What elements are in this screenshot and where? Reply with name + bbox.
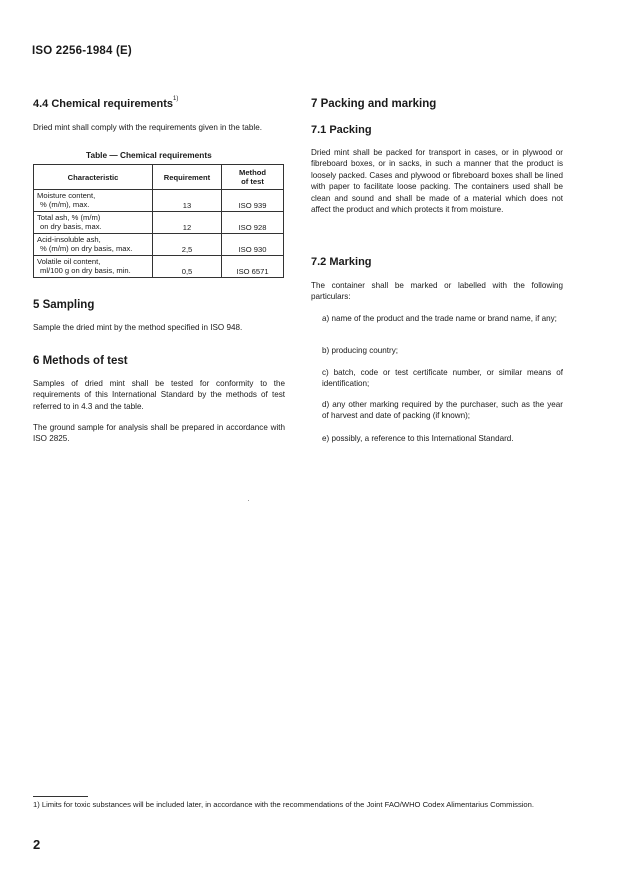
column-header-method: Method of test xyxy=(222,165,284,190)
column-header-requirement: Requirement xyxy=(153,165,222,190)
characteristic-name: Total ash, % (m/m) xyxy=(37,213,101,222)
characteristic-name: Moisture content, xyxy=(37,191,96,200)
footnote-marker: 1) xyxy=(173,96,179,102)
section-7-2-heading: 7.2 Marking xyxy=(311,256,372,268)
section-6-paragraph-1: Samples of dried mint shall be tested for conformity to the requirements of this International Standard by the methods of test referred to in 4.3 and the table. xyxy=(33,379,285,411)
characteristic-cell xyxy=(34,190,153,212)
footnote: 1) Limits for toxic substances will be included later, in accordance with the recommendations of the Joint FAO/WHO Codex Alimentarius Commission. xyxy=(33,800,534,809)
chemical-requirements-table xyxy=(33,164,284,278)
marking-item-a: a) name of the product and the trade name or brand name, if any; xyxy=(322,314,557,323)
marking-item-d: d) any other marking required by the purchaser, such as the year of harvest and date of packing (if known); xyxy=(322,400,563,421)
characteristic-unit: % (m/m) on dry basis, max. xyxy=(40,244,133,253)
section-5-body: Sample the dried mint by the method specified in ISO 948. xyxy=(33,323,243,332)
table-header-row xyxy=(34,165,284,190)
section-4-4-title: 4.4 Chemical requirements xyxy=(33,98,174,110)
requirement-cell: 2,5 xyxy=(153,234,222,256)
method-cell: ISO 930 xyxy=(222,234,284,256)
section-5-heading: 5 Sampling xyxy=(33,299,95,311)
table-row xyxy=(34,212,284,234)
section-4-4-body: Dried mint shall comply with the requirements given in the table. xyxy=(33,123,262,132)
table-row xyxy=(34,190,284,212)
document-reference: ISO 2256-1984 (E) xyxy=(32,45,132,57)
method-cell: ISO 928 xyxy=(222,212,284,234)
characteristic-unit: on dry basis, max. xyxy=(40,222,102,231)
characteristic-name: Acid-insoluble ash, xyxy=(37,235,101,244)
characteristic-cell xyxy=(34,234,153,256)
table-row xyxy=(34,234,284,256)
characteristic-unit: % (m/m), max. xyxy=(40,200,90,209)
table-caption: Table — Chemical requirements xyxy=(86,150,212,160)
footnote-rule xyxy=(33,796,88,797)
requirement-cell: 13 xyxy=(153,190,222,212)
column-header-characteristic: Characteristic xyxy=(34,165,153,190)
section-4-4-heading xyxy=(33,98,285,110)
method-cell: ISO 6571 xyxy=(222,256,284,278)
characteristic-unit: ml/100 g on dry basis, min. xyxy=(40,266,131,275)
section-7-1-heading: 7.1 Packing xyxy=(311,124,372,136)
marking-item-e: e) possibly, a reference to this International Standard. xyxy=(322,434,514,443)
page-number: 2 xyxy=(33,837,41,852)
section-7-2-body: The container shall be marked or labelled with the following particulars: xyxy=(311,281,563,302)
method-cell: ISO 939 xyxy=(222,190,284,212)
marking-item-b: b) producing country; xyxy=(322,346,399,355)
section-7-heading: 7 Packing and marking xyxy=(311,98,437,110)
section-6-heading: 6 Methods of test xyxy=(33,355,128,367)
characteristic-cell xyxy=(34,212,153,234)
requirement-cell: 0,5 xyxy=(153,256,222,278)
marking-item-c: c) batch, code or test certificate number, or similar means of identification; xyxy=(322,368,563,389)
section-7-1-body: Dried mint shall be packed for transport in cases, or in plywood or fibreboard boxes, or in sacks, in such a manner that the product is loosely packed. Cases and plywood or fibreboard boxes shall be lined with paper to facilitate loose packing. The containers used shall be clean and sound and shall be made of a material which does not affect the product and which protects it from moisture. xyxy=(311,148,563,215)
requirement-cell: 12 xyxy=(153,212,222,234)
characteristic-name: Volatile oil content, xyxy=(37,257,101,266)
characteristic-cell xyxy=(34,256,153,278)
table-row xyxy=(34,256,284,278)
scan-speck xyxy=(248,500,249,501)
section-6-paragraph-2: The ground sample for analysis shall be prepared in accordance with ISO 2825. xyxy=(33,423,285,444)
